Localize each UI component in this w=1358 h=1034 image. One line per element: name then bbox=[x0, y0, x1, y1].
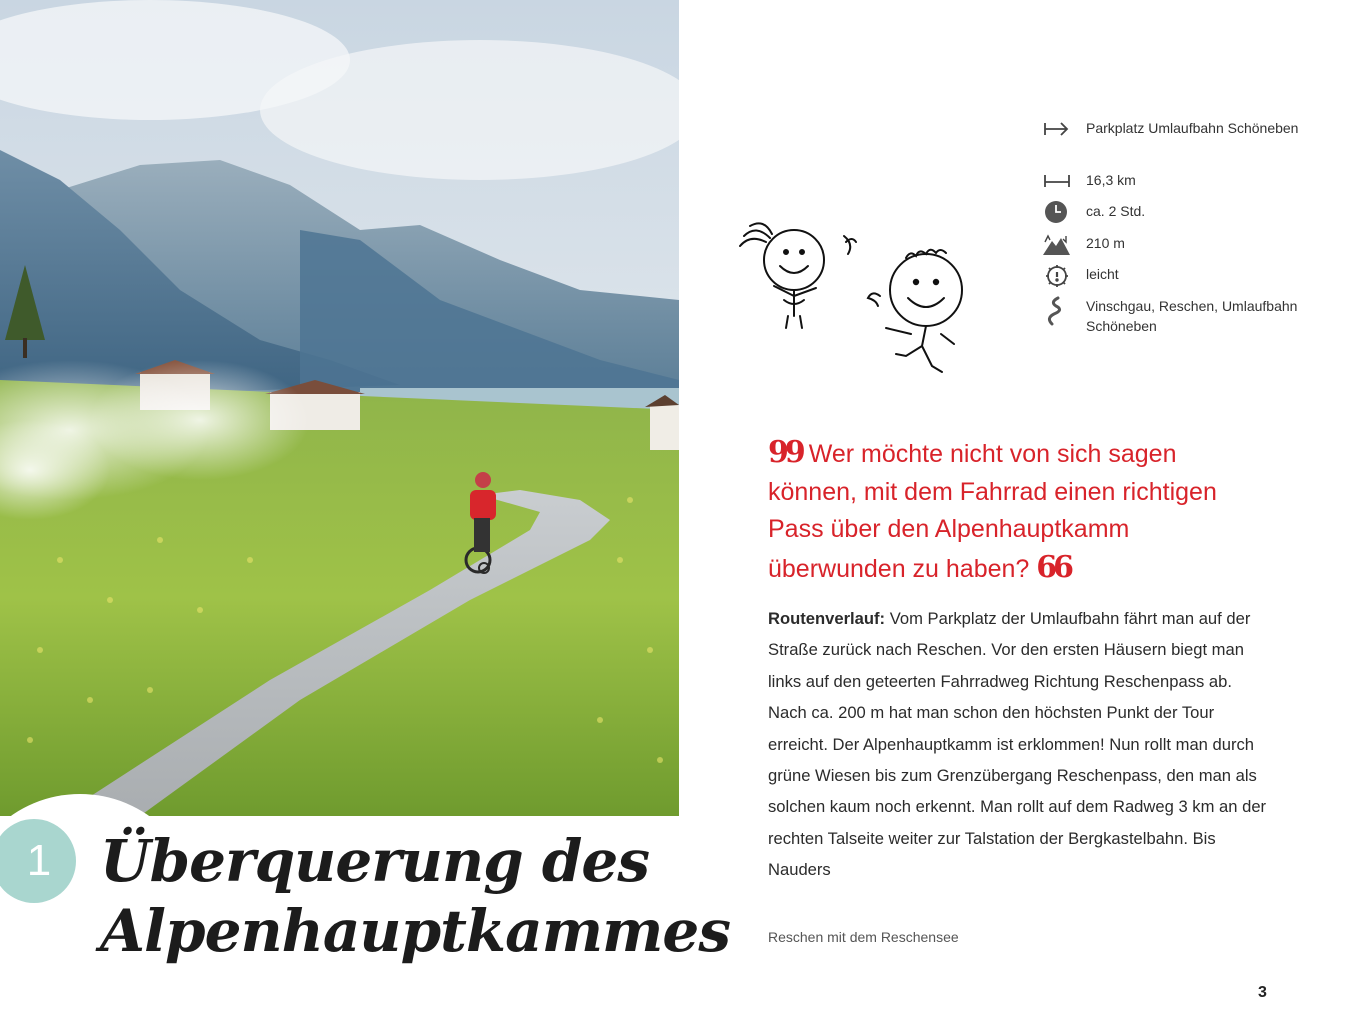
quote-close-mark: 66 bbox=[1036, 549, 1071, 585]
info-route bbox=[1042, 296, 1302, 336]
info-difficulty bbox=[1042, 264, 1119, 284]
cover-photo bbox=[0, 0, 679, 816]
route-lead: Routenverlauf: bbox=[768, 609, 886, 628]
info-difficulty-text: leicht bbox=[1086, 266, 1119, 282]
distance-icon bbox=[1042, 170, 1072, 194]
info-distance bbox=[1042, 170, 1136, 190]
info-distance-text: 16,3 km bbox=[1086, 172, 1136, 188]
info-duration bbox=[1042, 201, 1145, 221]
info-elevation bbox=[1042, 233, 1125, 253]
quote-text: Wer möchte nicht von sich sagen können, mit dem Fahrrad einen richtigen Pass über den Alpenhauptkamm überwunden zu haben? bbox=[768, 440, 1217, 583]
info-start-text: Parkplatz Umlaufbahn Schöneben bbox=[1086, 120, 1299, 136]
mountain-icon bbox=[1042, 233, 1072, 257]
route-icon bbox=[1042, 296, 1072, 320]
kids-doodle bbox=[736, 216, 986, 391]
info-duration-text: ca. 2 Std. bbox=[1086, 203, 1146, 219]
clock-icon bbox=[1042, 201, 1072, 225]
pull-quote bbox=[768, 434, 1268, 588]
page-number: 3 bbox=[1258, 984, 1267, 1001]
arrow-start-icon bbox=[1042, 118, 1072, 142]
route-body: Vom Parkplatz der Umlaufbahn fährt man auf der Straße zurück nach Reschen. Vor den ersten Häusern biegt man links auf den geteerten Fahrradweg Richtung Reschenpass ab. Nach ca. 200 m hat man schon den höchsten Punkt der Tour erreicht. Der Alpenhauptkamm ist erklommen! Nun rollt man durch grüne Wiesen bis zum Grenzübergang Reschenpass, den man als solchen kaum noch erkennt. Man rollt auf dem Radweg 3 km an der rechten Talseite weiter zur Talstation der Bergkastelbahn. Bis Nauders bbox=[768, 609, 1267, 880]
quote-open-mark: 99 bbox=[768, 435, 802, 470]
route-description bbox=[768, 603, 1273, 886]
photo-caption: Reschen mit dem Reschensee bbox=[768, 929, 959, 945]
info-route-text: Vinschgau, Reschen, Umlaufbahn Schöneben bbox=[1086, 298, 1298, 334]
difficulty-icon bbox=[1042, 264, 1072, 288]
tour-title: Überquerung des Alpenhauptkammes bbox=[100, 827, 730, 965]
info-elevation-text: 210 m bbox=[1086, 235, 1125, 251]
tour-number: 1 bbox=[26, 836, 52, 885]
info-start bbox=[1042, 118, 1298, 138]
